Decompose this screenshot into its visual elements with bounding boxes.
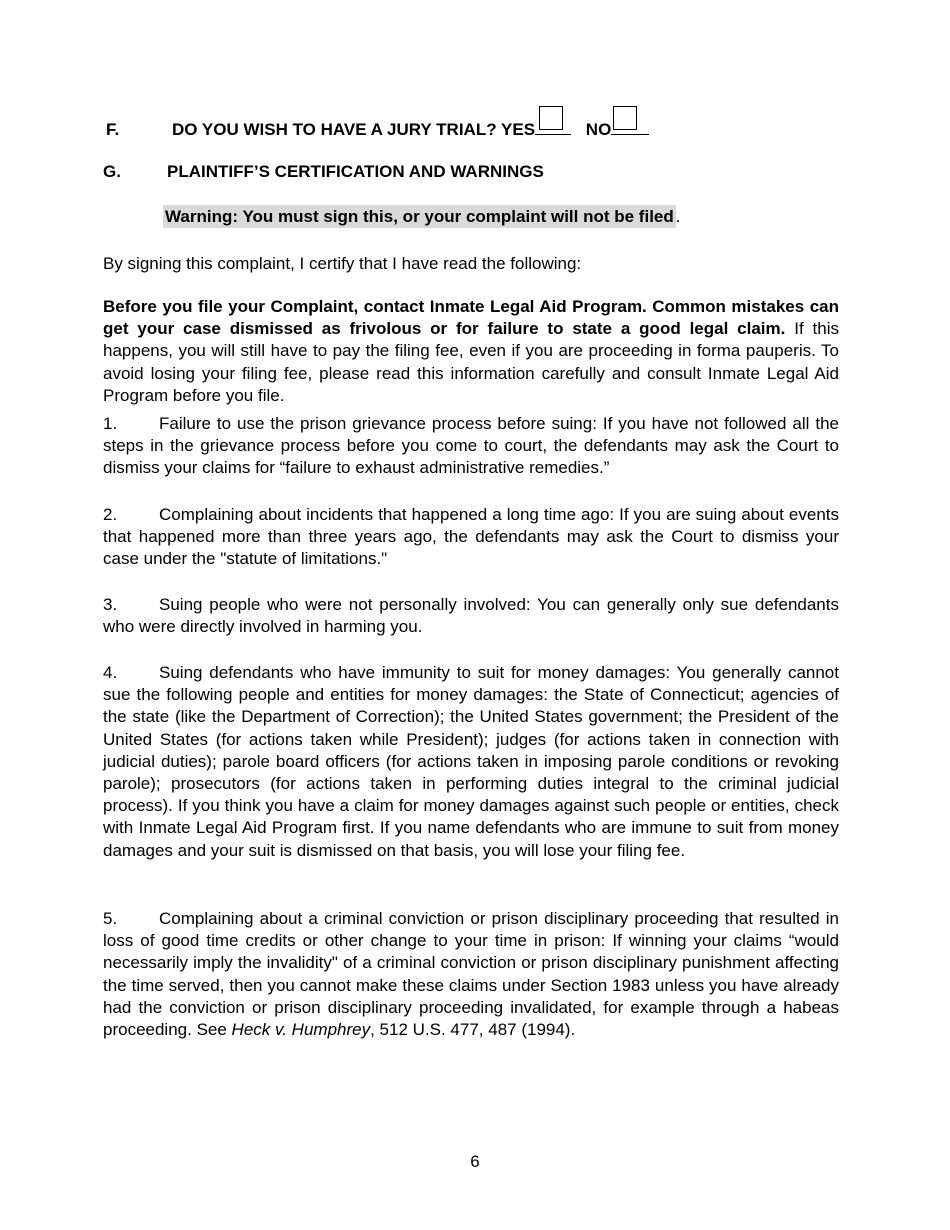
item-text-before: Complaining about a criminal conviction or prison disciplinary proceeding that resulted in loss of good time credits or other change to your time in prison: If winning your claims “would necessarily imply the invalidity" of a criminal conviction or prison disciplinary punishment affecting the time served, then you cannot make these claims under Section 1983 unless you have already had the conviction or prison disciplinary proceeding invalidated, for example through a habeas proceeding. See xyxy=(103,909,839,1040)
no-checkbox-field xyxy=(611,116,649,135)
yes-label: YES xyxy=(501,120,536,139)
item-text: Failure to use the prison grievance process before suing: If you have not followed all the steps in the grievance process before you come to court, the defendants may ask the Court to dismiss your claims for “failure to exhaust administrative remedies.” xyxy=(103,414,839,478)
item-number: 1. xyxy=(103,414,118,433)
item-number: 2. xyxy=(103,505,118,524)
intro-paragraph xyxy=(103,296,839,407)
warning-item xyxy=(103,908,839,1041)
no-checkbox[interactable] xyxy=(613,106,637,130)
warning-item xyxy=(103,662,839,862)
signature-warning xyxy=(163,207,681,227)
warning-text: Warning: You must sign this, or your complaint will not be filed xyxy=(165,207,674,226)
warning-highlight xyxy=(163,205,676,228)
warning-item xyxy=(103,594,839,638)
section-f-letter: F. xyxy=(106,120,120,139)
item-number: 4. xyxy=(103,663,118,682)
no-label: NO xyxy=(585,120,612,139)
yes-checkbox-field xyxy=(535,116,571,135)
warning-item xyxy=(103,504,839,571)
intro-normal-text: If this happens, you will still have to pay the filing fee, even if you are proceeding in forma pauperis. To avoid losing your filing fee, please read this information carefully and consult Inmate Legal Aid Program before you file. xyxy=(103,319,839,405)
case-citation: Heck v. Humphrey xyxy=(231,1020,371,1040)
intro-bold-text: Before you file your Complaint, contact Inmate Legal Aid Program. Common mistakes can get your case dismissed as frivolous or for failure to state a good legal claim. xyxy=(103,297,839,339)
page-number: 6 xyxy=(470,1152,480,1171)
item-text: Complaining about incidents that happened a long time ago: If you are suing about events that happened more than three years ago, the defendants may ask the Court to dismiss your case under the "statute of limitations." xyxy=(103,505,839,569)
certification-title: PLAINTIFF’S CERTIFICATION AND WARNINGS xyxy=(167,162,544,181)
item-text: Suing defendants who have immunity to suit for money damages: You generally cannot sue the following people and entities for money damages: the State of Connecticut; agencies of the state (like the Department of Correction); the United States government; the President of the United States (for actions taken while President); judges (for actions taken in connection with judicial duties); parole board officers (for actions taken in imposing parole conditions or revoking parole); prosecutors (for actions taken in performing duties integral to the criminal judicial process). If you think you have a claim for money damages against such people or entities, check with Inmate Legal Aid Program first. If you name defendants who are immune to suit from money damages and your suit is dismissed on that basis, you will lose your filing fee. xyxy=(103,663,839,860)
yes-checkbox[interactable] xyxy=(539,106,563,130)
certify-statement: By signing this complaint, I certify that I have read the following: xyxy=(103,254,582,273)
jury-trial-question xyxy=(106,116,649,140)
item-text: Suing people who were not personally involved: You can generally only sue defendants who were directly involved in harming you. xyxy=(103,595,839,637)
item-text-after: , 512 U.S. 477, 487 (1994). xyxy=(370,1020,576,1040)
jury-trial-question-text: DO YOU WISH TO HAVE A JURY TRIAL? xyxy=(172,120,497,139)
warning-item xyxy=(103,413,839,480)
item-number: 5. xyxy=(103,909,118,928)
section-g-letter: G. xyxy=(103,162,121,181)
warning-period: . xyxy=(675,207,681,226)
item-number: 3. xyxy=(103,595,118,614)
certification-heading xyxy=(103,162,544,182)
